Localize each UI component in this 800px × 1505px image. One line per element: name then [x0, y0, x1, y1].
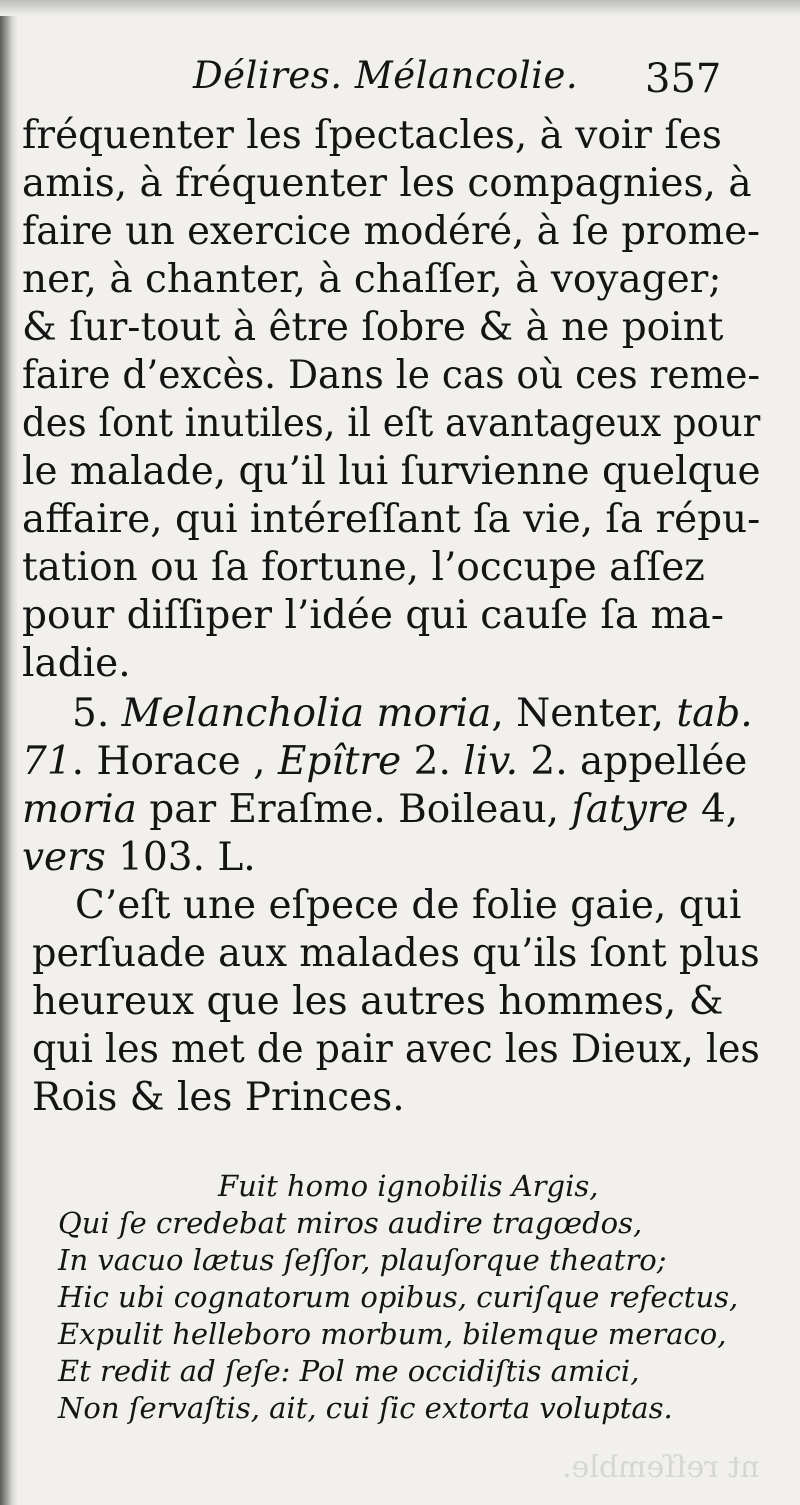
text-line: & ſur-tout à être ſobre & à ne point [22, 305, 724, 350]
text-line: ladie. [22, 641, 131, 686]
bleed-through-text: nt reſſemble. [562, 1450, 760, 1485]
verse-line: Non ſervaſtis, ait, cui ſic extorta voluptas. [58, 1391, 673, 1425]
text-line: ner, à chanter, à chaſſer, à voyager; [22, 257, 722, 302]
text-line: faire d’excès. Dans le cas où ces reme- [22, 353, 761, 398]
verse-line: Expulit helleboro morbum, bilemque meraco, [58, 1317, 727, 1351]
verse-line: Et redit ad ſeſe: Pol me occidiſtis amici, [58, 1354, 640, 1388]
verse-line: Hic ubi cognatorum opibus, curiſque refectus, [58, 1280, 739, 1314]
reference-text: 103. L. [105, 835, 256, 880]
reference-text: 4, [688, 787, 739, 832]
running-title: Délires. Mélancolie. [193, 54, 579, 97]
text-line: des ſont inutiles, il eſt avantageux pour [22, 401, 761, 446]
text-line: amis, à fréquenter les compagnies, à [22, 161, 752, 206]
author-text: , Nenter, [491, 691, 677, 736]
page-number: 357 [645, 56, 722, 102]
text-line: fréquenter les ſpectacles, à voir ſes [22, 113, 722, 158]
species-heading-line [72, 690, 753, 738]
text-line: Rois & les Princes. [32, 1075, 405, 1120]
reference-text: vers [22, 835, 106, 880]
reference-text: 71 [22, 739, 72, 784]
text-line: affaire, qui intéreſſant ſa vie, ſa répu- [22, 497, 761, 542]
text-line: tation ou ſa fortune, l’occupe aſſez [22, 545, 705, 590]
text-line: heureux que les autres hommes, & [32, 979, 724, 1024]
reference-text: moria [22, 787, 137, 832]
text-line: le malade, qu’il lui ſurvienne quelque [22, 449, 761, 494]
text-line: faire un exercice modéré, à ſe prome- [22, 209, 761, 254]
reference-text: par Eraſme. Boileau, [136, 787, 572, 832]
reference-text: ſatyre [571, 787, 689, 832]
entry-number: 5. [72, 691, 110, 736]
reference-text: . Horace , [71, 739, 278, 784]
text-line: pour diſſiper l’idée qui cauſe ſa ma- [22, 593, 724, 638]
page-header [0, 54, 800, 104]
text-line: C’eſt une eſpece de folie gaie, qui [75, 883, 742, 928]
reference-text: Epître [277, 739, 402, 784]
text-line: qui les met de pair avec les Dieux, les [32, 1027, 760, 1072]
species-name: Melancholia moria [121, 691, 492, 736]
reference-line [22, 834, 256, 882]
reference-text: liv. [463, 739, 519, 784]
reference-line [22, 786, 738, 834]
verse-line: In vacuo lætus ſeſſor, plauſorque theatro; [58, 1243, 667, 1277]
reference-text: 2. [401, 739, 464, 784]
verse-line: Fuit homo ignobilis Argis, [218, 1169, 599, 1203]
reference-text: tab. [676, 691, 753, 736]
text-line: perſuade aux malades qu’ils ſont plus [32, 931, 760, 976]
verse-line: Qui ſe credebat miros audire tragœdos, [58, 1206, 643, 1240]
reference-line [22, 738, 747, 786]
reference-text: 2. appellée [518, 739, 748, 784]
